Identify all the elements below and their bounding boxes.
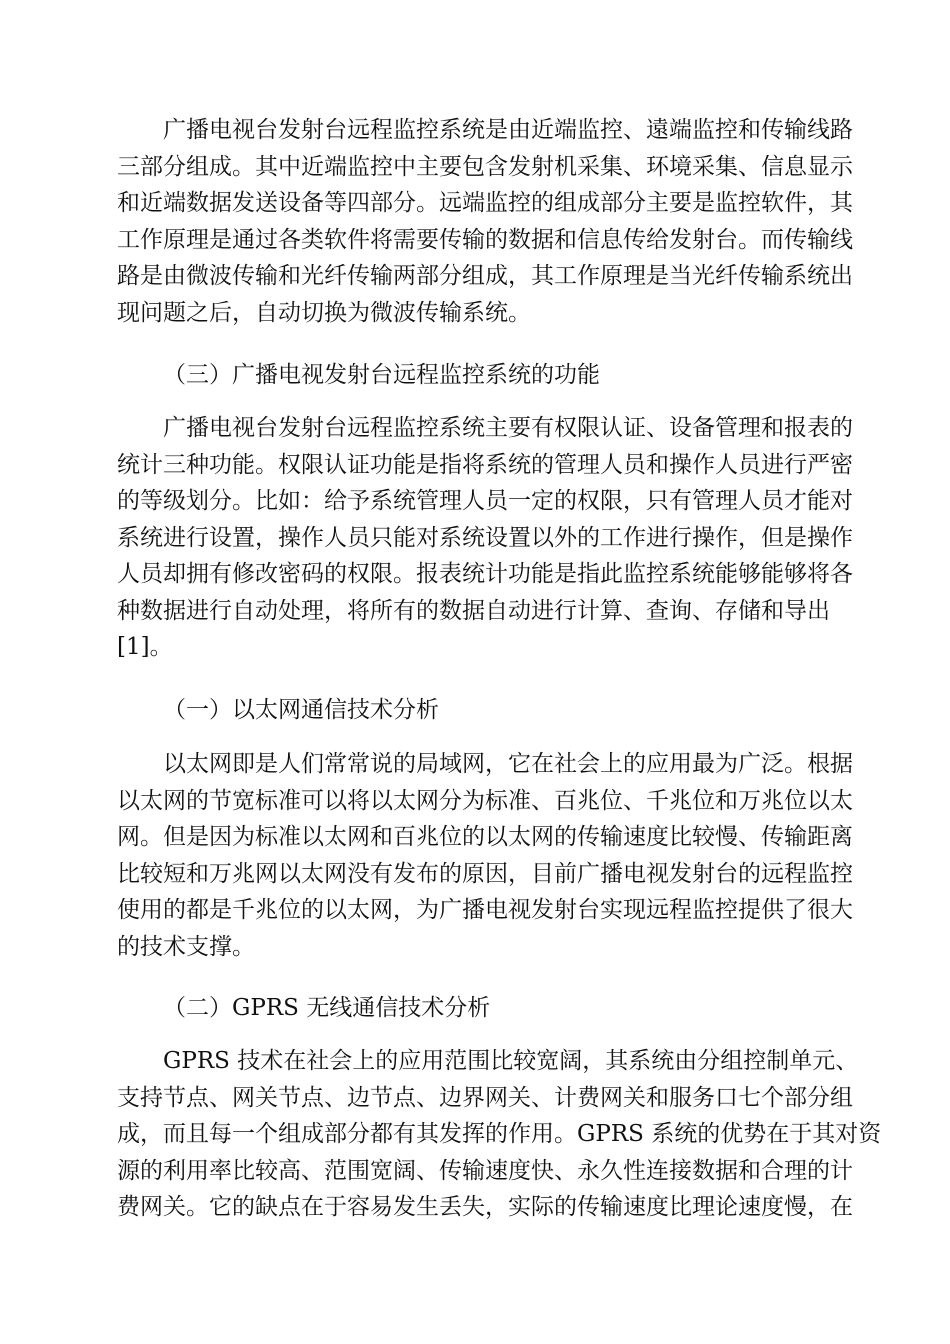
paragraph-line: 广播电视台发射台远程监控系统是由近端监控、遠端监控和传输线路	[163, 117, 853, 143]
paragraph-system-composition	[117, 112, 853, 331]
paragraph-line: 比较短和万兆网以太网没有发布的原因，目前广播电视发射台的远程监控	[117, 860, 853, 887]
paragraph-line: 成，而且每一个组成部分都有其发挥的作用。GPRS 系统的优势在于其对资	[117, 1121, 882, 1147]
paragraph-line: 统计三种功能。权限认证功能是指将系统的管理人员和操作人员进行严密	[117, 451, 853, 478]
paragraph-line: 种数据进行自动处理，将所有的数据自动进行计算、查询、存储和导出	[117, 597, 830, 624]
paragraph-line: 网。但是因为标准以太网和百兆位的以太网的传输速度比较慢、传输距离	[117, 824, 853, 850]
paragraph-ethernet	[117, 746, 853, 965]
paragraph-gprs	[117, 1043, 882, 1226]
paragraph-line: 的技术支撑。	[117, 933, 255, 960]
paragraph-line: 工作原理是通过各类软件将需要传输的数据和信息传给发射台。而传输线	[117, 226, 853, 253]
paragraph-line: 的等级划分。比如：给予系统管理人员一定的权限，只有管理人员才能对	[117, 488, 853, 514]
paragraph-line: 系统进行设置，操作人员只能对系统设置以外的工作进行操作，但是操作	[117, 524, 853, 551]
paragraph-line: 广播电视台发射台远程监控系统主要有权限认证、设备管理和报表的	[163, 415, 853, 441]
paragraph-line: 源的利用率比较高、范围宽阔、传输速度快、永久性连接数据和合理的计	[117, 1157, 853, 1184]
section-heading-functions: （三）广播电视发射台远程监控系统的功能	[163, 362, 600, 388]
paragraph-system-functions	[117, 410, 853, 666]
paragraph-line: 和近端数据发送设备等四部分。远端监控的组成部分主要是监控软件，其	[117, 190, 853, 216]
section-heading-gprs: （二）GPRS 无线通信技术分析	[163, 995, 491, 1021]
paragraph-line: 人员却拥有修改密码的权限。报表统计功能是指此监控系统能够能够将各	[117, 561, 853, 587]
paragraph-line: 使用的都是千兆位的以太网，为广播电视发射台实现远程监控提供了很大	[117, 897, 853, 923]
paragraph-line: 费网关。它的缺点在于容易发生丢失，实际的传输速度比理论速度慢，在	[117, 1194, 853, 1220]
paragraph-line: [1]。	[117, 634, 173, 660]
section-heading-ethernet: （一）以太网通信技术分析	[163, 697, 439, 723]
paragraph-line: 路是由微波传输和光纤传输两部分组成，其工作原理是当光纤传输系统出	[117, 263, 853, 289]
paragraph-line: 现问题之后，自动切换为微波传输系统。	[117, 299, 531, 326]
paragraph-line: 三部分组成。其中近端监控中主要包含发射机采集、环境采集、信息显示	[117, 153, 853, 180]
paragraph-line: 以太网的节宽标准可以将以太网分为标准、百兆位、千兆位和万兆位以太	[117, 787, 853, 814]
paragraph-line: 支持节点、网关节点、边节点、边界网关、计费网关和服务口七个部分组	[117, 1084, 853, 1111]
paragraph-line: GPRS 技术在社会上的应用范围比较宽阔，其系统由分组控制单元、	[163, 1048, 859, 1074]
paragraph-line: 以太网即是人们常常说的局域网，它在社会上的应用最为广泛。根据	[163, 751, 853, 777]
